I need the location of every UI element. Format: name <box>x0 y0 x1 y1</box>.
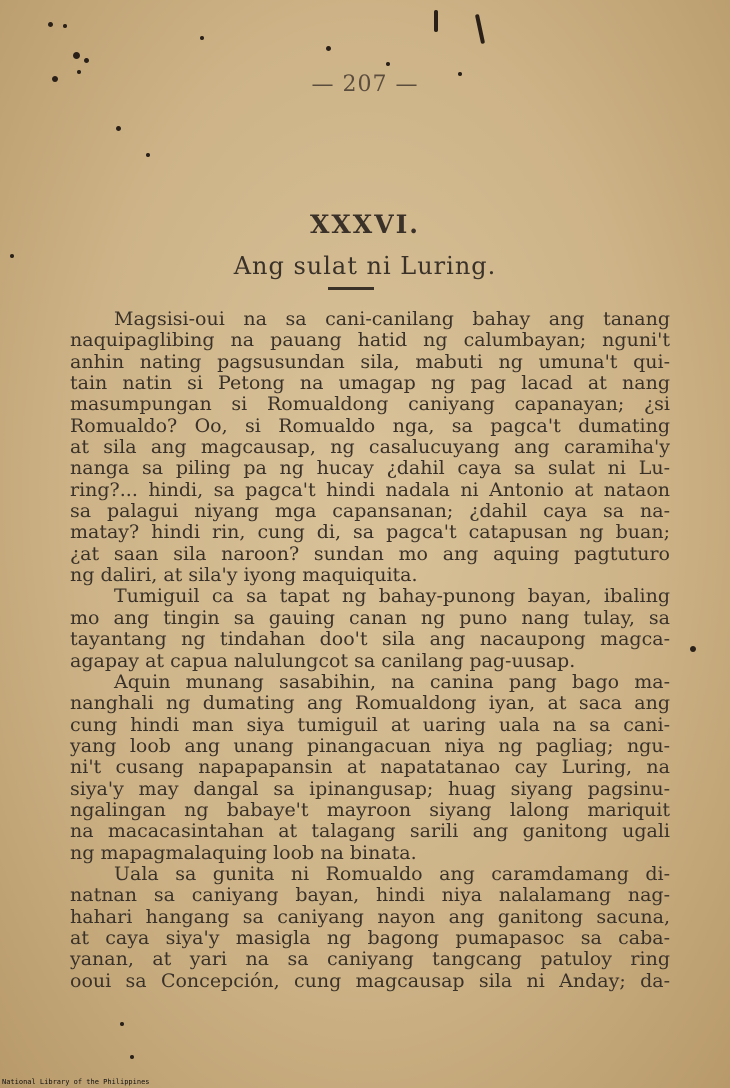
text-line: at sila ang magcausap, ng casalucuyang ang caramiha'y <box>70 436 670 459</box>
text-line: mo ang tingin sa gauing canan ng puno nang tulay, sa <box>70 606 670 629</box>
body-text <box>70 309 670 992</box>
ink-speck <box>200 36 204 40</box>
ink-speck <box>120 1022 124 1026</box>
ink-mark <box>475 14 485 44</box>
ink-speck <box>130 1055 134 1059</box>
text-line: anhin nating pagsusundan sila, mabuti ng umuna't qui- <box>70 350 670 373</box>
text-line: ooui sa Concepción, cung magcausap sila ni Anday; da- <box>70 969 670 992</box>
text-line: na macacasintahan at talagang sarili ang ganitong ugali <box>70 820 670 843</box>
page-number: — 207 — <box>311 72 419 97</box>
text-line: Tumiguil ca sa tapat ng bahay-punong bayan, ibaling <box>114 585 670 608</box>
text-line: naquipaglibing na pauang hatid ng calumbayan; nguni't <box>70 329 670 352</box>
ink-speck <box>48 22 53 27</box>
text-line: yang loob ang unang pinangacuan niya ng pagliag; ngu- <box>70 734 670 757</box>
text-line: ngalingan ng babaye't mayroon siyang lalong mariquit <box>70 798 670 821</box>
text-line: hahari hangang sa caniyang nayon ang ganitong sacuna, <box>70 905 670 928</box>
scan-credit: National Library of the Philippines <box>2 1078 150 1086</box>
text-line: nanga sa piling pa ng hucay ¿dahil caya sa sulat ni Lu- <box>70 457 670 480</box>
ink-speck <box>146 153 150 157</box>
text-line: ng mapagmalaquing loob na binata. <box>70 841 417 864</box>
ink-speck <box>73 52 80 59</box>
text-line: at caya siya'y masigla ng bagong pumapasoc sa caba- <box>70 926 670 949</box>
text-line: Uala sa gunita ni Romualdo ang caramdamang di- <box>114 862 670 885</box>
text-line: sa palagui niyang mga capansanan; ¿dahil caya sa na- <box>70 500 670 523</box>
text-line: Romualdo? Oo, si Romualdo nga, sa pagca't dumating <box>70 414 670 437</box>
ink-speck <box>690 646 696 652</box>
text-line: Aquin munang sasabihin, na canina pang bago ma- <box>114 670 670 693</box>
text-line: agapay at capua nalulungcot sa canilang pag-uusap. <box>70 649 576 672</box>
chapter-number: XXXVI. <box>310 210 420 239</box>
text-line: Magsisi-oui na sa cani-canilang bahay ang tanang <box>114 308 670 330</box>
text-line: tayantang ng tindahan doo't sila ang nacaupong magca- <box>70 628 670 651</box>
text-line: masumpungan si Romualdong caniyang capanayan; ¿si <box>70 393 670 416</box>
ink-mark <box>434 10 438 32</box>
ink-speck <box>326 46 331 51</box>
ink-speck <box>63 24 67 28</box>
text-line: ni't cusang napapapansin at napatatanao cay Luring, na <box>70 756 670 779</box>
text-line: tain natin si Petong na umagap ng pag lacad at nang <box>70 372 670 395</box>
chapter-title: Ang sulat ni Luring. <box>233 252 497 280</box>
text-line: nanghali ng dumating ang Romualdong iyan, at saca ang <box>70 692 670 715</box>
text-line: ring?... hindi, sa pagca't hindi nadala ni Antonio at nataon <box>70 478 670 501</box>
text-line: ng daliri, at sila'y iyong maquiquita. <box>70 564 418 587</box>
ink-speck <box>386 62 390 66</box>
text-line: matay? hindi rin, cung di, sa pagca't catapusan ng buan; <box>70 521 670 544</box>
text-line: natnan sa caniyang bayan, hindi niya nalalamang nag- <box>70 884 670 907</box>
text-line: cung hindi man siya tumiguil at uaring uala na sa cani- <box>70 713 670 736</box>
text-line: siya'y may dangal sa ipinangusap; huag siyang pagsinu- <box>70 777 670 800</box>
ink-speck <box>116 126 121 131</box>
title-divider <box>328 287 374 290</box>
text-line: yanan, at yari na sa caniyang tangcang patuloy ring <box>70 948 670 971</box>
text-line: ¿at saan sila naroon? sundan mo ang aquing pagtuturo <box>70 542 670 565</box>
ink-speck <box>84 58 89 63</box>
